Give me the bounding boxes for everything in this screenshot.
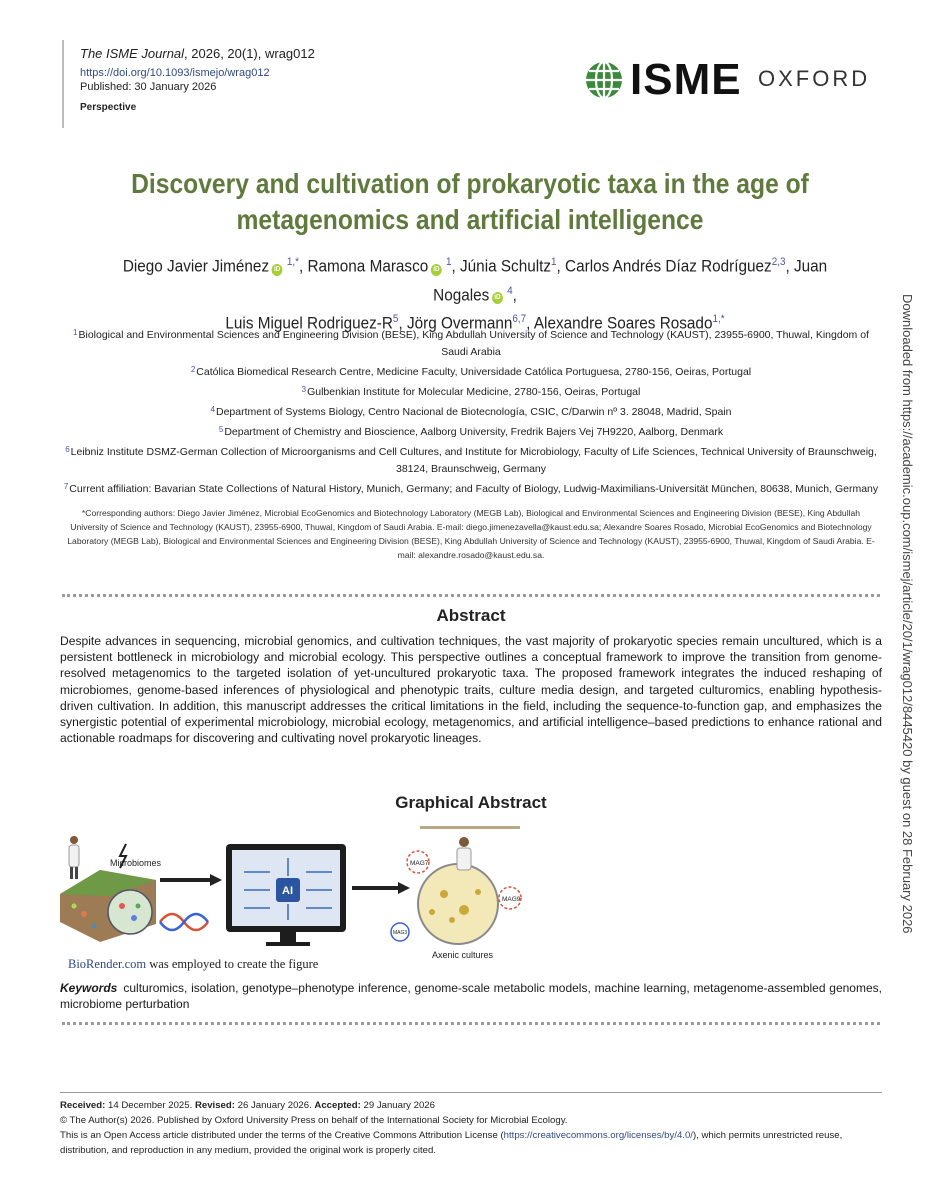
affiliation-number: 6 [65, 445, 70, 454]
article-type: Perspective [80, 102, 137, 113]
license-text: This is an Open Access article distributed under the terms of the Creative Commons Attribution License ( [60, 1130, 504, 1141]
graphical-abstract-heading: Graphical Abstract [395, 793, 547, 812]
author-name[interactable]: Ramona Marasco [307, 256, 429, 276]
axenic-label: Axenic cultures [432, 950, 494, 958]
author-affil-sup: 5 [392, 313, 399, 326]
journal-citation [80, 46, 315, 61]
mag9-label: MAG9 [502, 896, 521, 903]
author-affil-sup: 2,3 [771, 256, 786, 268]
license-link[interactable]: https://creativecommons.org/licenses/by/4.0/ [503, 1130, 693, 1141]
petri-dish-icon [418, 864, 498, 944]
isme-logo-text: ISME [630, 55, 742, 104]
affiliation-text: Gulbenkian Institute for Molecular Medicine, 2780-156, Oeiras, Portugal [307, 386, 641, 398]
journal-name: The ISME Journal [80, 46, 185, 61]
affiliation-item [62, 401, 880, 421]
affiliation-item [62, 441, 880, 478]
author-affil-sup: 1 [446, 256, 452, 268]
affiliation-text: Biological and Environmental Sciences and Engineering Division (BESE), King Abdullah University of Science and Technology (KAUST), 23955-6900, Thuwal, Kingdom of Saudi Arabia [78, 329, 869, 358]
affiliation-text: Católica Biomedical Research Centre, Medicine Faculty, Universidade Católica Portuguesa, 2780-156, Oeiras, Portugal [196, 366, 752, 378]
affiliation-item [62, 361, 880, 381]
orcid-icon[interactable]: iD [272, 264, 283, 276]
soil-landscape-icon [60, 870, 156, 942]
mag3-label: MAG3 [393, 930, 408, 936]
abstract-text: Despite advances in sequencing, microbial genomics, and cultivation techniques, the vast majority of prokaryotic species remain uncultured, which is a persistent bottleneck in microbiology and microbial ecology. This perspective outlines a conceptual framework to improve the transition from genome-resolved metagenomics to the targeted isolation of yet-uncultured prokaryotic taxa. The proposed framework integrates the induced reshaping of microbiomes, genome-based inferences of physiological and phenotypic traits, culture media design, and targeted culturomics, enabling hypothesis-driven cultivation. In addition, this manuscript addresses the critical limitations in the field, including the sequence-to-function gap, and emphasizes the synergistic potential of experimental microbiology, microbial ecology, metagenomics, and artificial intelligence–based predictions to enhance rational and actionable roadmaps for discovering and cultivating novel prokaryotic lineages. [60, 634, 882, 746]
dates-line [60, 1098, 882, 1113]
ai-label: AI [282, 885, 293, 897]
lab-scientist-icon [420, 826, 520, 870]
license-text: ), which permits unrestricted reuse, distribution, and reproduction in any medium, provided the original work is properly cited. [60, 1130, 843, 1156]
received-date: 14 December 2025. [105, 1100, 195, 1111]
author-name[interactable]: Jörg Overmann [406, 313, 513, 333]
affiliation-number: 5 [218, 425, 224, 434]
affiliation-text: Leibniz Institute DSMZ-German Collection of Microorganisms and Cell Cultures, and Institute for Microbiology, Faculty of Life Sciences, Technical University of Braunschweig, 38124, Braunschweig, Germany [70, 446, 877, 475]
copyright-line: © The Author(s) 2026. Published by Oxford University Press on behalf of the International Society for Microbial Ecology. [60, 1115, 568, 1126]
dna-icon [160, 914, 208, 930]
article-footer [60, 1098, 882, 1158]
section-divider [62, 1022, 880, 1025]
author-name[interactable]: Juan Nogales [433, 256, 828, 305]
affiliation-item [62, 421, 880, 441]
author-name[interactable]: Júnia Schultz [460, 256, 552, 276]
keywords [60, 980, 882, 1012]
accepted-label: Accepted: [314, 1100, 361, 1111]
license-line [60, 1128, 882, 1158]
affiliation-text: Department of Chemistry and Bioscience, Aalborg University, Fredrik Bajers Vej 7H9220, Aalborg, Denmark [224, 426, 724, 438]
author-name[interactable]: Alexandre Soares Rosado [533, 313, 713, 333]
figure-caption [68, 957, 318, 972]
affiliation-text: Current affiliation: Bavarian State Collections of Natural History, Munich, Germany; and Faculty of Biology, Ludwig-Maximilians-Universität München, 80638, Munich, Germany [69, 483, 879, 495]
download-watermark: Downloaded from https://academic.oup.com/ismej/article/20/1/wrag012/8445420 by guest on 28 February 2026 [900, 294, 915, 934]
author-affil-sup: 4 [507, 284, 513, 297]
scientist-icon [69, 836, 79, 879]
published-date: Published: 30 January 2026 [80, 81, 217, 93]
corresponding-authors: *Corresponding authors: Diego Javier Jiménez, Microbial EcoGenomics and Biotechnology Laboratory (MEGB Lab), Biological and Environmental Sciences and Engineering Division (BESE), King Abdullah University of Science and Technology (KAUST), 23955-6900, Thuwal, Kingdom of Saudi Arabia. E-mail: diego.jimenezavella@kaust.edu.sa; Alexandre Soares Rosado, Microbial EcoGenomics and Biotechnology Laboratory (MEGB Lab), Biological and Environmental Sciences and Engineering Division (BESE), King Abdullah University of Science and Technology (KAUST), 23955-6900, Thuwal, Kingdom of Saudi Arabia. E-mail: alexandre.rosado@kaust.edu.sa. [67, 508, 875, 560]
orcid-icon[interactable]: iD [492, 292, 503, 304]
doi-link[interactable]: https://doi.org/10.1093/ismejo/wrag012 [80, 67, 270, 79]
affiliation-number: 1 [73, 328, 78, 337]
affiliation-item [62, 324, 880, 361]
affiliation-number: 3 [301, 385, 307, 394]
keywords-text: culturomics, isolation, genotype–phenotype inference, genome-scale metabolic models, machine learning, metagenome-assembled genomes, microbiome perturbation [60, 981, 882, 1011]
isme-logo[interactable] [584, 55, 742, 104]
graphical-abstract-figure [60, 822, 530, 958]
article-title: Discovery and cultivation of prokaryotic taxa in the age of metagenomics and artificial intelligence [131, 168, 809, 235]
affiliation-number: 7 [63, 482, 69, 491]
revised-label: Revised: [194, 1100, 235, 1111]
header-rule [62, 40, 64, 128]
affiliations [62, 324, 880, 498]
revised-date: 26 January 2026. [234, 1100, 315, 1111]
oxford-logo[interactable]: OXFORD [758, 66, 871, 91]
affiliation-number: 4 [210, 405, 215, 414]
keywords-label: Keywords [60, 981, 118, 995]
affiliation-number: 2 [190, 365, 196, 374]
author-affil-sup: 1,* [712, 313, 725, 326]
author-name[interactable]: Luis Miguel Rodriguez-R [225, 313, 393, 333]
abstract-heading: Abstract [436, 606, 506, 625]
affiliation-text: Department of Systems Biology, Centro Nacional de Biotecnología, CSIC, C/Darwin nº 3. 28048, Madrid, Spain [215, 406, 732, 418]
author-name[interactable]: Diego Javier Jiménez [122, 256, 270, 276]
author-affil-sup: 6,7 [512, 313, 527, 326]
caption-text: was employed to create the figure [146, 957, 319, 971]
received-label: Received: [60, 1100, 106, 1111]
author-list: Diego Javier Jiménez iD $^{1,*}$, Ramona Marasco iD $^1$, Júnia Schultz$^1$, Carlos Andrés Díaz Rodríguez$^{2,3}$, Juan Nogales iD $^4$, Luis Miguel Rodriguez-$R^5$, Jörg Overmann$^{6,7}$, Alexandre Soares Rosado$^{1,*}$ [122, 256, 828, 333]
accepted-date: 29 January 2026 [360, 1100, 435, 1111]
globe-icon [584, 60, 624, 100]
orcid-icon[interactable]: iD [431, 264, 442, 276]
author-affil-sup: 1 [551, 256, 557, 268]
microbiomes-label: Microbiomes [110, 858, 162, 868]
footer-rule [60, 1092, 882, 1093]
journal-volume: , 2026, 20(1), wrag012 [184, 46, 315, 61]
author-affil-sup: 1,* [286, 256, 299, 268]
biorender-link[interactable]: BioRender.com [68, 957, 147, 971]
affiliation-item [62, 478, 880, 498]
author-name[interactable]: Carlos Andrés Díaz Rodríguez [565, 256, 772, 276]
affiliation-item [62, 381, 880, 401]
mag7-label: MAG7 [410, 860, 429, 867]
section-divider [62, 594, 880, 597]
